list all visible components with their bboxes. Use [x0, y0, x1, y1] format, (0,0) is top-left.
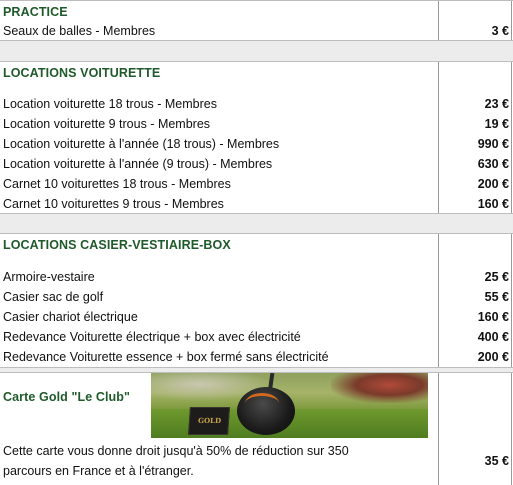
row-label: Casier sac de golf	[3, 290, 104, 304]
row-label: Seaux de balles - Membres	[3, 24, 156, 38]
price-row	[0, 22, 513, 42]
gold-card-image	[188, 407, 230, 435]
gold-description-line2: parcours en France et à l'étranger.	[3, 464, 194, 478]
row-price: 630 €	[477, 157, 509, 171]
section-title: LOCATIONS CASIER-VESTIAIRE-BOX	[3, 238, 231, 252]
gold-price-row	[0, 452, 513, 472]
section-gap	[0, 41, 513, 61]
row-label: Location voiturette 9 trous - Membres	[3, 117, 211, 131]
row-label: Redevance Voiturette électrique + box avec électricité	[3, 330, 301, 344]
row-label: Redevance Voiturette essence + box fermé sans électricité	[3, 350, 329, 364]
price-row	[0, 288, 513, 308]
section-practice	[0, 0, 513, 41]
row-price: 990 €	[477, 137, 509, 151]
row-price: 19 €	[484, 117, 509, 131]
row-price: 200 €	[477, 177, 509, 191]
row-price: 3 €	[491, 24, 509, 38]
section-locations-casier	[0, 233, 513, 368]
gold-card-logo: GOLD	[197, 416, 222, 425]
price-row	[0, 268, 513, 288]
price-row	[0, 195, 513, 215]
price-row	[0, 348, 513, 368]
section-locations-voiturette	[0, 61, 513, 214]
gold-title: Carte Gold "Le Club"	[3, 390, 131, 404]
price-row	[0, 115, 513, 135]
row-price: 160 €	[477, 310, 509, 324]
row-price: 23 €	[484, 97, 509, 111]
row-label: Casier chariot électrique	[3, 310, 138, 324]
price-row	[0, 308, 513, 328]
price-row	[0, 135, 513, 155]
section-gap	[0, 214, 513, 233]
section-title: PRACTICE	[3, 5, 68, 19]
golf-club-photo	[151, 373, 428, 438]
row-price: 55 €	[484, 290, 509, 304]
section-title: LOCATIONS VOITURETTE	[3, 66, 161, 80]
row-label: Carnet 10 voiturettes 18 trous - Membres	[3, 177, 231, 191]
price-row	[0, 175, 513, 195]
price-row	[0, 328, 513, 348]
golf-driver-image	[237, 387, 295, 435]
row-label: Location voiturette à l'année (9 trous) - Membres	[3, 157, 273, 171]
row-label: Carnet 10 voiturettes 9 trous - Membres	[3, 197, 224, 211]
row-label: Location voiturette 18 trous - Membres	[3, 97, 217, 111]
row-label: Location voiturette à l'année (18 trous) - Membres	[3, 137, 280, 151]
gold-description-line1: Cette carte vous donne droit jusqu'à 50% de réduction sur 350	[3, 444, 349, 458]
row-price: 200 €	[477, 350, 509, 364]
gold-price: 35 €	[484, 454, 509, 468]
price-row	[0, 95, 513, 115]
row-price: 25 €	[484, 270, 509, 284]
row-label: Armoire-vestaire	[3, 270, 95, 284]
row-price: 160 €	[477, 197, 509, 211]
price-row	[0, 155, 513, 175]
row-price: 400 €	[477, 330, 509, 344]
